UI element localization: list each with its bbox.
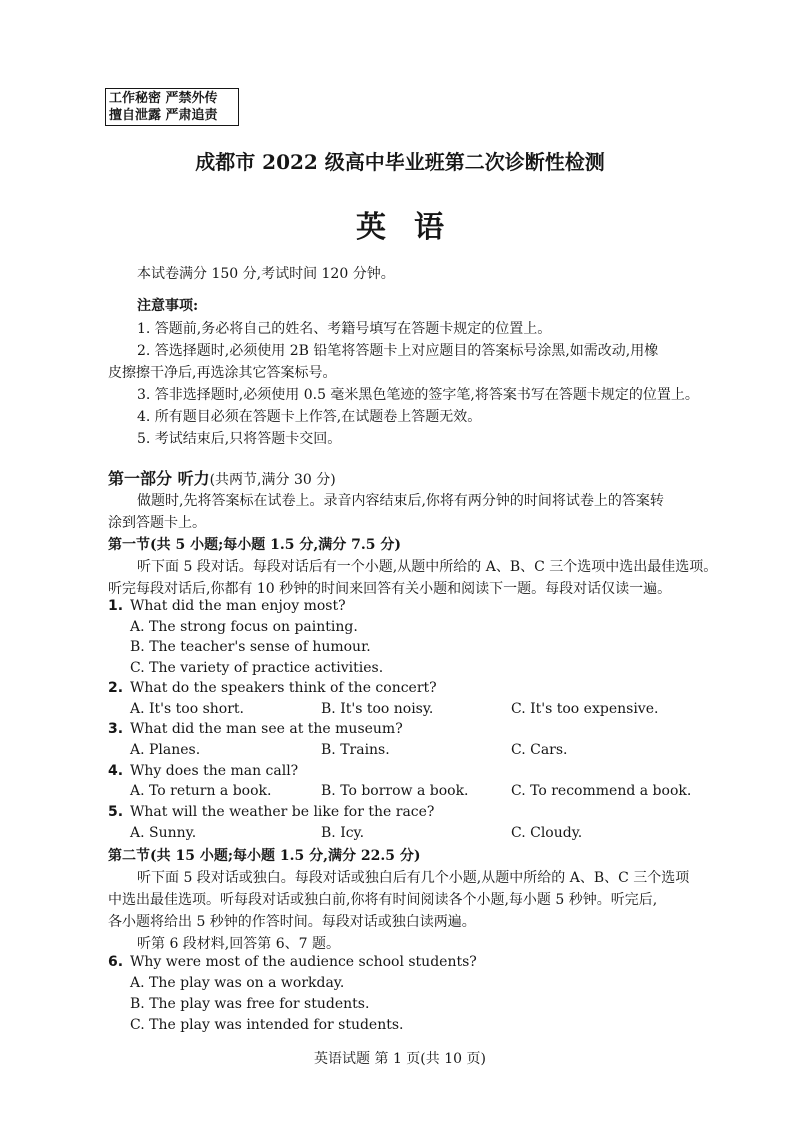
- section1-instruction-2: 听完每段对话后,你都有 10 秒钟的时间来回答有关小题和阅读下一题。每段对话仅读一遍。: [108, 581, 672, 597]
- part1-instruction-1: 做题时,先将答案标在试卷上。录音内容结束后,你将有两分钟的时间将试卷上的答案转: [137, 493, 664, 509]
- part1-heading: [108, 466, 336, 489]
- question-text: What did the man enjoy most?: [130, 598, 346, 614]
- option-b: B. Trains.: [321, 742, 390, 758]
- option-b: B. The play was free for students.: [130, 996, 370, 1012]
- option-a: A. The strong focus on painting.: [130, 619, 358, 635]
- section2-material: 听第 6 段材料,回答第 6、7 题。: [137, 936, 340, 952]
- option-a: A. The play was on a workday.: [130, 975, 345, 991]
- question-number: 1.: [108, 598, 124, 614]
- notice-item-2: 2. 答选择题时,必须使用 2B 铅笔将答题卡上对应题目的答案标号涂黑,如需改动,用橡: [137, 343, 659, 359]
- notice-item-2-cont: 皮擦擦干净后,再选涂其它答案标号。: [108, 365, 337, 381]
- option-c: C. The play was intended for students.: [130, 1017, 404, 1033]
- option-c: C. Cloudy.: [511, 825, 583, 841]
- exam-title: 成都市 2022 级高中毕业班第二次诊断性检测: [195, 150, 605, 174]
- stamp-line-1: 工作秘密 严禁外传: [109, 91, 218, 106]
- stamp-line-2: 擅自泄露 严肃追责: [109, 108, 218, 123]
- section2-instruction-1: 听下面 5 段对话或独白。每段对话或独白后有几个小题,从题中所给的 A、B、C 三个选项: [137, 870, 690, 886]
- option-c: C. To recommend a book.: [511, 783, 692, 799]
- option-b: B. Icy.: [321, 825, 365, 841]
- option-b: B. To borrow a book.: [321, 783, 469, 799]
- question-text: Why were most of the audience school students?: [130, 954, 477, 970]
- notice-item-4: 4. 所有题目必须在答题卡上作答,在试题卷上答题无效。: [137, 409, 482, 425]
- option-a: A. Sunny.: [130, 825, 197, 841]
- question-text: What do the speakers think of the concert?: [130, 680, 437, 696]
- confidential-stamp: [105, 88, 239, 126]
- notice-item-1: 1. 答题前,务必将自己的姓名、考籍号填写在答题卡规定的位置上。: [137, 321, 552, 337]
- part1-instruction-2: 涂到答题卡上。: [108, 515, 206, 531]
- option-b: B. It's too noisy.: [321, 701, 434, 717]
- question-text: What will the weather be like for the race?: [130, 804, 435, 820]
- notice-item-5: 5. 考试结束后,只将答题卡交回。: [137, 431, 342, 447]
- part1-score: (共两节,满分 30 分): [209, 472, 336, 488]
- section2-instruction-3: 各小题将给出 5 秒钟的作答时间。每段对话或独白读两遍。: [108, 914, 476, 930]
- page-footer: 英语试题 第 1 页(共 10 页): [314, 1051, 486, 1067]
- option-a: A. It's too short.: [130, 701, 244, 717]
- notice-item-3: 3. 答非选择题时,必须使用 0.5 毫米黑色笔迹的签字笔,将答案书写在答题卡规定的位置上。: [137, 387, 699, 403]
- notice-heading: 注意事项:: [137, 298, 199, 314]
- option-a: A. Planes.: [130, 742, 201, 758]
- subject-title: 英语: [356, 210, 472, 245]
- intro-text: 本试卷满分 150 分,考试时间 120 分钟。: [137, 266, 395, 282]
- question-number: 6.: [108, 954, 124, 970]
- question-number: 2.: [108, 680, 124, 696]
- question-number: 3.: [108, 721, 124, 737]
- option-c: C. The variety of practice activities.: [130, 660, 384, 676]
- option-c: C. Cars.: [511, 742, 568, 758]
- part1-label: 第一部分 听力: [108, 469, 210, 488]
- section1-instruction-1: 听下面 5 段对话。每段对话后有一个小题,从题中所给的 A、B、C 三个选项中选出最佳选项。: [137, 559, 718, 575]
- question-text: Why does the man call?: [130, 763, 299, 779]
- option-b: B. The teacher's sense of humour.: [130, 639, 371, 655]
- question-text: What did the man see at the museum?: [130, 721, 403, 737]
- question-number: 5.: [108, 804, 124, 820]
- section2-instruction-2: 中选出最佳选项。听每段对话或独白前,你将有时间阅读各个小题,每小题 5 秒钟。听完后,: [108, 892, 658, 908]
- option-c: C. It's too expensive.: [511, 701, 659, 717]
- question-number: 4.: [108, 763, 124, 779]
- option-a: A. To return a book.: [130, 783, 272, 799]
- section1-heading: 第一节(共 5 小题;每小题 1.5 分,满分 7.5 分): [108, 537, 401, 553]
- section2-heading: 第二节(共 15 小题;每小题 1.5 分,满分 22.5 分): [108, 848, 421, 864]
